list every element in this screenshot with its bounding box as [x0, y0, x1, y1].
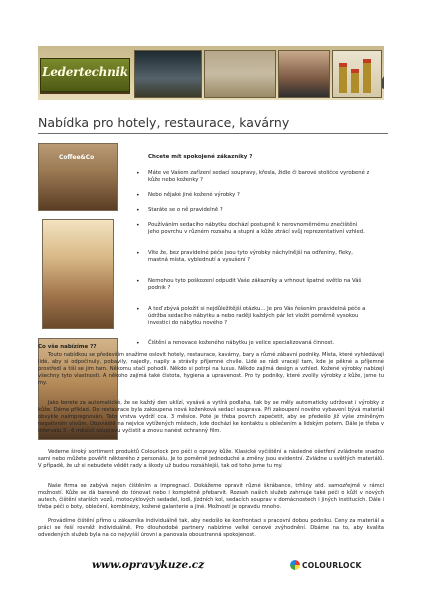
title-divider [38, 133, 388, 134]
car-photo [134, 50, 202, 98]
bullet-icon: • [136, 192, 140, 199]
seat-photo [204, 50, 276, 98]
bullet-icon: • [136, 207, 140, 214]
paragraph: Vedeme široký sortiment produktů Colourlock pro péči o opravy kůže. Klasické vyčištění a následné ošetření zvládnete snadno sami nebo můžete pověřit některého z personálu. Je to poměrně jednoduché a změny jsou evidentní. Zvládne u světlých materiálů. V případě, že už si nebudete vědět rady a škody už budou rozsáhlejší, tak od toho jsme tu my. [38, 449, 384, 469]
document-page: Ledertechnik Nabídka pro hotely, restaurace, kavárny Coffee&Co Chcete mít spokojené zákazníky ? • Máte ve Vašem zařízení sedací soupravy, křesla, židle či barové stoličce vyrobené z kůže nebo koženky ? • Nebo nějaké jiné kožené výrobky ? • Staráte se o ně pravidelně ? • Používáním sedacího nábytku dochází postupně k nerovnoměrnému znečištění jeho povrchu v různém rozsahu a stupni a kůže ztrácí svůj reprezentativní vzhled. • Víte že, bez pravidelné péče jsou tyto výrobky náchylnější na odřeniny, fleky, mastná místa, vyblednutí a vysušení ? • Nemohou tyto poškození odpudit Vaše zákazníky a vrhnout špatné světlo na Váš podnik ? • A teď zbývá položit si nejdůležitější otázku... Je pro Vás řešením pravidelná péče a údržba sedacího nábytku a nebo raději každých pár let vložit poměrně vysokou investici do nábytku nového ? • Čištění a renovace koženého nábytku je velice specializovaná činnost. Co vše nabízíme ?? Touto nabídkou se především snažíme oslovit hotely, restaurace, kavárny, bary a různé zábavní podniky. Místa, které vyhledávají lidé, aby si odpočinuly, pobavily, najedly, napily a strávily příjemné chvíle. Lidé se rádi vracejí tam, kde je pěkné a příjemné prostředí a tiší se jim tam. Někomu stačí pohodlí. Někdo si potrpí na luxus. Někdo zajímá design a vzhled. Kožené výrobky nabízejí všechny tyto vlastnosti. A někoho zajímá také čistota, hygiena a upravenost. Pro ty podniky, které zvolily výrobky z kůže, jsme tu my. Jako berete za automatické, že se každý den uklízí, vysává a vytírá podlaha, tak by se měly automaticky udržovat i výrobky z kůže. Dáme příklad. Do restaurace byla zakoupena nová koženková sedací souprava. Při zakoupení nového vybavení bývá materiál obvykle naimpregnován. Tato vrstva vydrží cca. 3 měsíce. Poté je třeba povrch zapečetit, aby se předešlo již výše zmíněným negativním vlivům. Obzvláště na nejvíce vytížených místech, kde dochází ke kontaktu s oblečením a lidským potem. Dále je třeba v intervalu 3 - 6 měsíců soupravu vyčistit a znovu nanést ochranný film. Vedeme široký sortiment produktů Colourlock pro péči o opravy kůže. Klasické vyčištění a následné ošetření zvládnete snadno sami nebo můžete pověřit některého z personálu. Je to poměrně jednoduché a změny jsou evidentní. Zvládne u světlých materiálů. V případě, že už si nebudete vědět rady a škody už budou rozsáhlejší, tak od toho jsme tu my. Naše firma se zabývá nejen čištěním a impregnací. Dokážeme opravit různé škrábance, trhliny atd. samozřejmě v rámci možností. Kůže se dá barevně do tónovat nebo i kompletně přebarvit. Rozsah našich služeb zahrnuje také péči o kůži v nových autech, čištění starších vozů, motocyklových sedadel, lodí, jízdních kol, sedacích souprav v domácnostech i jiných institucích. Dále i třeba péči o boty, oblečení, kombinézy, kožené galanterie a jiné. Možností je opravdu mnoho. Provádíme čištění přímo u zákazníka individuálně tak, aby nedošlo ke konfrontaci s pracovní dobou podniku. Ceny za materiál a práci se řeší rovněž individuálně. Pro dlouhodobé partnery nabízíme velké cenové zvýhodnění. Dbáme na to, aby kvalita odvedených služeb byla na co nejvyšší úrovni a panovala oboustranná spokojenost. www.opravykuze.cz COLOURLOCK [0, 0, 424, 600]
website-url: www.opravykuze.cz [92, 559, 205, 571]
paragraph: Jako berete za automatické, že se každý den uklízí, vysává a vytírá podlaha, tak by se měly automaticky udržovat i výrobky z kůže. Dáme příklad. Do restaurace byla zakoupena nová koženková sedací souprava. Při zakoupení nového vybavení bývá materiál obvykle naimpregnován. Tato vrstva vydrží cca. 3 měsíce. Poté je třeba povrch zapečetit, aby se předešlo již výše zmíněným negativním vlivům. Obzvláště na nejvíce vytížených místech, kde dochází ke kontaktu s oblečením a lidským potem. Dále je třeba v intervalu 3 - 6 měsíců soupravu vyčistit a znovu nanést ochranný film. [38, 400, 384, 434]
intro-question: Chcete mít spokojené zákazníky ? [148, 154, 253, 160]
product-bottle [363, 59, 371, 93]
cafe-photo [38, 143, 118, 211]
bullet-icon: • [136, 340, 140, 347]
paragraph: Touto nabídkou se především snažíme oslovit hotely, restaurace, kavárny, bary a různé zábavní podniky. Místa, které vyhledávají lidé, aby si odpočinuly, pobavily, najedly, napily a strávily příjemné chvíle. Lidé se rádi vracejí tam, kde je pěkné a příjemné prostředí a tiší se jim tam. Někomu stačí pohodlí. Někdo si potrpí na luxus. Někdo zajímá design a vzhled. Kožené výrobky nabízejí všechny tyto vlastnosti. A někoho zajímá také čistota, hygiena a upravenost. Pro ty podniky, které zvolily výrobky z kůže, jsme tu my. [38, 352, 384, 386]
bullet-icon: • [136, 306, 140, 313]
colourlock-wordmark: COLOURLOCK [302, 561, 362, 570]
logo-text: Ledertechnik [42, 65, 128, 79]
product-bottle [351, 69, 359, 93]
hotel-lobby-photo [42, 219, 114, 329]
colourlock-emblem-icon [290, 560, 300, 570]
colourlock-logo [290, 558, 362, 574]
bullet-icon: • [136, 170, 140, 177]
bullet-icon: • [136, 222, 140, 229]
bullet-icon: • [136, 250, 140, 257]
paragraph: Provádíme čištění přímo u zákazníka individuálně tak, aby nedošlo ke konfrontaci s pracovní dobou podniku. Ceny za materiál a práci se řeší rovněž individuálně. Pro dlouhodobé partnery nabízíme velké cenové zvýhodnění. Dbáme na to, aby kvalita odvedených služeb byla na co nejvyšší úrovni a panovala oboustranná spokojenost. [38, 518, 384, 538]
paragraph: Naše firma se zabývá nejen čištěním a impregnací. Dokážeme opravit různé škrábance, trhliny atd. samozřejmě v rámci možností. Kůže se dá barevně do tónovat nebo i kompletně přebarvit. Rozsah našich služeb zahrnuje také péči o kůži v nových autech, čištění starších vozů, motocyklových sedadel, lodí, jízdních kol, sedacích souprav v domácnostech i jiných institucích. Dále i třeba péči o boty, oblečení, kombinézy, kožené galanterie a jiné. Možností je opravdu mnoho. [38, 483, 384, 510]
ledertechnik-logo [40, 58, 130, 92]
leather-treatment-photo [278, 50, 330, 98]
list-item: • Máte ve Vašem zařízení sedací soupravy, křesla, židle či barové stoličce vyrobené z kůže nebo koženky ? [136, 170, 370, 184]
product-bottle [339, 63, 347, 93]
bullet-icon: • [136, 278, 140, 285]
header-banner [38, 46, 384, 100]
page-title: Nabídka pro hotely, restaurace, kavárny [38, 115, 290, 130]
section-heading: Co vše nabízíme ?? [38, 344, 97, 350]
products-photo [332, 50, 382, 98]
cafe-sign: Coffee&Co [59, 154, 95, 161]
